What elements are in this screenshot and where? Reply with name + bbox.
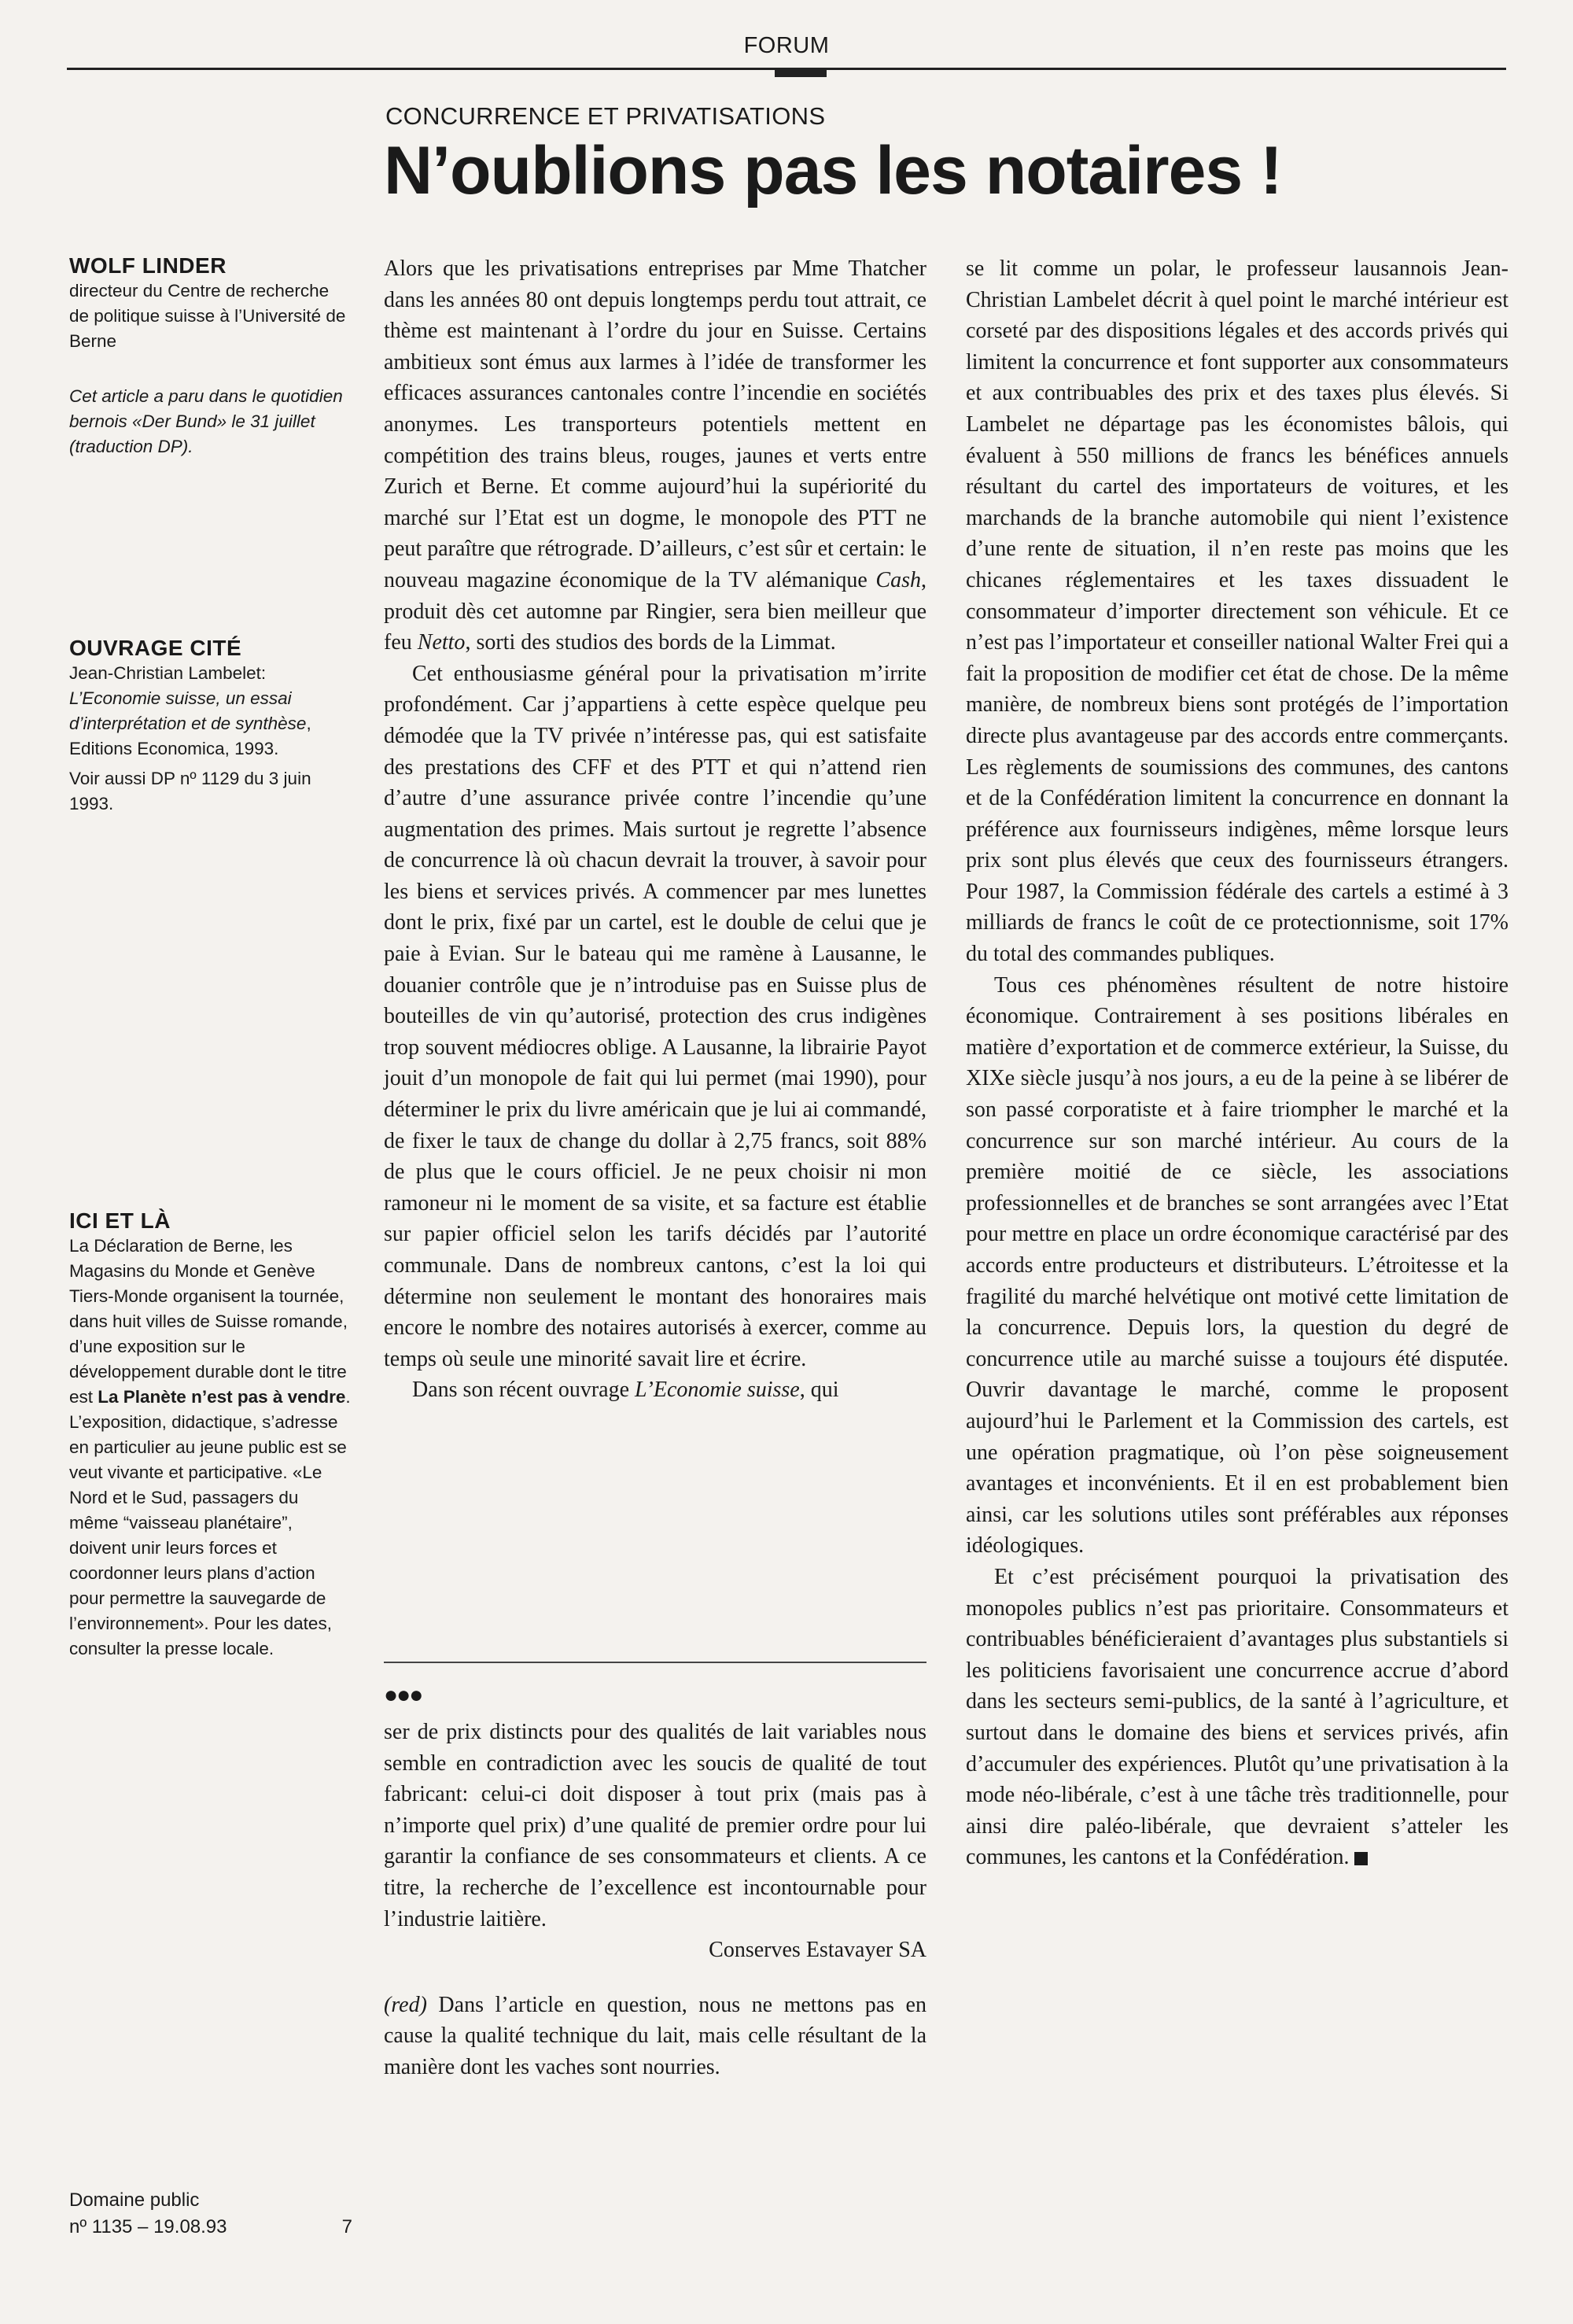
issue-info: nº 1135 – 19.08.93 (69, 2216, 227, 2237)
magazine-title: Cash (875, 567, 921, 592)
article-column-2 (966, 253, 1509, 1873)
article-paragraph (384, 1374, 926, 1406)
author-role: directeur du Centre de recherche de politique suisse à l’Université de Berne (69, 281, 346, 351)
letter-divider (384, 1662, 926, 1663)
magazine-title: Netto (417, 630, 466, 655)
work-cited-heading: OUVRAGE CITÉ (69, 636, 242, 660)
article-paragraph (384, 253, 926, 658)
cited-book-title: L’Economie suisse, un essai d’interprétation et de synthèse (69, 688, 307, 733)
exhibition-title: La Planète n’est pas à vendre (98, 1387, 346, 1407)
article-paragraph: Tous ces phénomènes résultent de notre histoire économique. Contrairement à ses positions libérales en matière d’exportation et de commerce extérieur, la Suisse, du XIXe siècle jusqu’à nos jours, a eu de la peine à se libérer de son passé corporatiste et à faire triompher le marché et la concurrence sur son marché intérieur. Au cours de la première moitié de ce siècle, les associations professionnelles et de branches se sont arrangées avec l’Etat pour mettre en place un ordre économique caractérisé par des accords entre producteurs et distributeurs. L’étroitesse et la fragilité du marché helvétique ont motivé cette limitation de la concurrence. Depuis lors, la question du degré de concurrence utile au marché suisse a toujours été disputée. Ouvrir davantage le marché, comme le proposent aujourd’hui le Parlement et la Commission des cartels, est une opération pragmatique, où l’on pèse soigneusement avantages et inconvénients. Et il en est probablement bien ainsi, car les solutions utiles sont préférables aux réponses idéologiques. (966, 972, 1509, 1559)
work-cited-entry (69, 661, 352, 762)
ici-et-la-text (69, 1234, 352, 1662)
paragraph-text: , qui (799, 1378, 839, 1403)
paragraph-text: , produit dès cet automne par Ringier, sera bien meilleur que feu (384, 567, 926, 655)
cited-author: Jean-Christian Lambelet: (69, 663, 267, 683)
continuation-dots: ●●● (384, 1682, 422, 1708)
publication-name: Domaine public (69, 2189, 200, 2211)
work-cited-box (69, 636, 352, 817)
book-title: L’Economie suisse (635, 1378, 800, 1403)
paragraph-text: , sorti des studios des bords de la Limmat. (465, 630, 836, 655)
article-column-1 (384, 253, 926, 1406)
paragraph-text: Alors que les privatisations entreprises par Mme Thatcher dans les années 80 ont depuis longtemps perdu tout attrait, ce thème est maintenant à l’ordre du jour en Suisse. Certains ambitieux sont émus aux larmes à l’idée de transformer les efficaces assurances cantonales contre l’incendie en sociétés anonymes. Les transporteurs potentiels mettent en compétition des trains bleus, rouges, jaunes et verts entre Zurich et Berne. Et comme aujourd’hui la supériorité du marché sur l’Etat est un dogme, le monopole des PTT ne peut paraître que rétrograde. D’ailleurs, c’est sûr et certain: le nouveau magazine économique de la TV alémanique (384, 256, 926, 592)
see-also-note: Voir aussi DP nº 1129 du 3 juin 1993. (69, 769, 311, 813)
page-footer (69, 2187, 352, 2241)
letter-text: ser de prix distincts pour des qualités de lait variables nous semble en contradiction avec les soucis de qualité de tout fabricant: celui-ci doit disposer à tout prix (mais pas à n’importe quel prix) d’une qualité de premier ordre pour lui garantir la confiance de ses consommateurs et clients. A ce titre, la recherche de l’excellence est incontournable pour l’industrie laitière. (384, 1720, 926, 1931)
author-name: WOLF LINDER (69, 253, 227, 278)
end-of-article-mark (1354, 1852, 1368, 1865)
section-label: FORUM (743, 33, 830, 58)
article-paragraph: se lit comme un polar, le professeur lausannois Jean-Christian Lambelet décrit à quel point le marché intérieur est corseté par des dispositions légales et des accords privés qui limitent la concurrence et font supporter aux consommateurs et aux contribuables des prix et des taxes plus élevés. Si Lambelet ne départage pas les économistes bâlois, qui évaluent à 550 millions de francs les bénéfices annuels résultant du cartel des importateurs de voitures, et les marchands de la branche automobile qui nient l’existence d’une rente de situation, il n’en reste pas moins que les chicanes réglementaires et les taxes dissuadent le consommateur d’importer directement son véhicule. Et ce n’est pas l’importateur et conseiller national Walter Frei qui a fait la proposition de modifier cet état de chose. De la même manière, de nombreux biens sont protégés de l’importation directe plus avantageuse par des accords entre commerçants. Les règlements de soumissions des communes, des cantons et de la Confédération limitent la concurrence en donnant la préférence aux fournisseurs indigènes, même lorsque leurs prix sont plus élevés que ceux des fournisseurs étrangers. Pour 1987, la Commission fédérale des cartels a estimé à 3 milliards de francs le coût de ce protectionnisme, soit 17% du total des commandes publiques. (966, 256, 1509, 967)
article-paragraph (966, 1562, 1509, 1873)
page-number: 7 (341, 2216, 352, 2237)
ici-et-la-text-start: La Déclaration de Berne, les Magasins du Monde et Genève Tiers-Monde organisent la tournée, dans huit villes de Suisse romande, d’une exposition sur le développement durable dont le titre est (69, 1236, 348, 1407)
ici-et-la-heading: ICI ET LÀ (69, 1208, 171, 1233)
article-kicker: CONCURRENCE ET PRIVATISATIONS (385, 102, 826, 130)
editor-reply-text: Dans l’article en question, nous ne mettons pas en cause la qualité technique du lait, mais celle résultant de la manière dont les vaches sont nourries. (384, 1992, 926, 2079)
paragraph-text: Dans son récent ouvrage (412, 1378, 635, 1403)
editor-reply (384, 1990, 926, 2083)
editor-tag: (red) (384, 1992, 427, 2017)
paragraph-text: Et c’est précisément pourquoi la privatisation des monopoles publics n’est pas prioritaire. Consommateurs et contribuables bénéficieraient d’avantages plus substantiels si les politiciens favorisaient une concurrence accrue d’abord dans les secteurs semi-publics, de la santé à l’agriculture, et surtout dans le domaine des biens et services privés, afin d’accumuler des expériences. Plutôt qu’une privatisation à la mode néo-libérale, c’est à une tâche très traditionnelle, pour ainsi dire paléo-libérale, que devraient s’atteler les communes, les cantons et la Confédération. (966, 1564, 1509, 1870)
reader-letter (384, 1717, 926, 2083)
header-rule-marker (775, 68, 827, 77)
letter-signature: Conserves Estavayer SA (709, 1938, 926, 1963)
author-box (69, 253, 352, 459)
ici-et-la-box (69, 1208, 352, 1662)
article-title: N’oublions pas les notaires ! (384, 133, 1282, 208)
ici-et-la-text-end: . L’exposition, didactique, s’adresse en particulier au jeune public est se veut vivante et participative. «Le Nord et le Sud, passagers du même “vaisseau planétaire”, doivent unir leurs forces et coordonner leurs plans d’action pour permettre la sauvegarde de l’environnement». Pour les dates, consulter la presse locale. (69, 1387, 351, 1658)
cited-publisher: , Editions Economica, 1993. (69, 714, 311, 758)
article-paragraph: Cet enthousiasme général pour la privatisation m’irrite profondément. Car j’appartiens à cette espèce quelque peu démodée que la TV privée n’intéresse pas, qui est satisfaite des prestations des CFF et des PTT et qui n’attend rien d’autre d’une assurance privée contre l’incendie qu’une augmentation des primes. Mais surtout je regrette l’absence de concurrence là où chacun devrait la trouver, à savoir pour les biens et services privés. A commencer par mes lunettes dont le prix, fixé par un cartel, est le double de celui que je paie à Evian. Sur le bateau qui me ramène à Lausanne, le douanier contrôle que je n’introduise pas en Suisse plus de bouteilles de vin qu’autorisé, protection des crus indigènes trop souvent médiocres oblige. A Lausanne, la librairie Payot jouit d’un monopole de fait qui lui permet (mai 1990), pour déterminer le prix du livre américain que je lui ai commandé, de fixer le taux de change du dollar à 2,75 francs, soit 88% de plus que le cours officiel. Je ne peux choisir ni mon ramoneur ni le moment de sa visite, et sa facture est établie sur papier officiel selon les tarifs décidés par l’autorité communale. Dans de nombreux cantons, c’est la loi qui détermine non seulement le montant des honoraires mais encore le nombre des notaires autorisés à exercer, comme au temps où seule une minorité savait lire et écrire. (384, 661, 926, 1371)
publication-note: Cet article a paru dans le quotidien bernois «Der Bund» le 31 juillet (traduction DP). (69, 386, 343, 456)
